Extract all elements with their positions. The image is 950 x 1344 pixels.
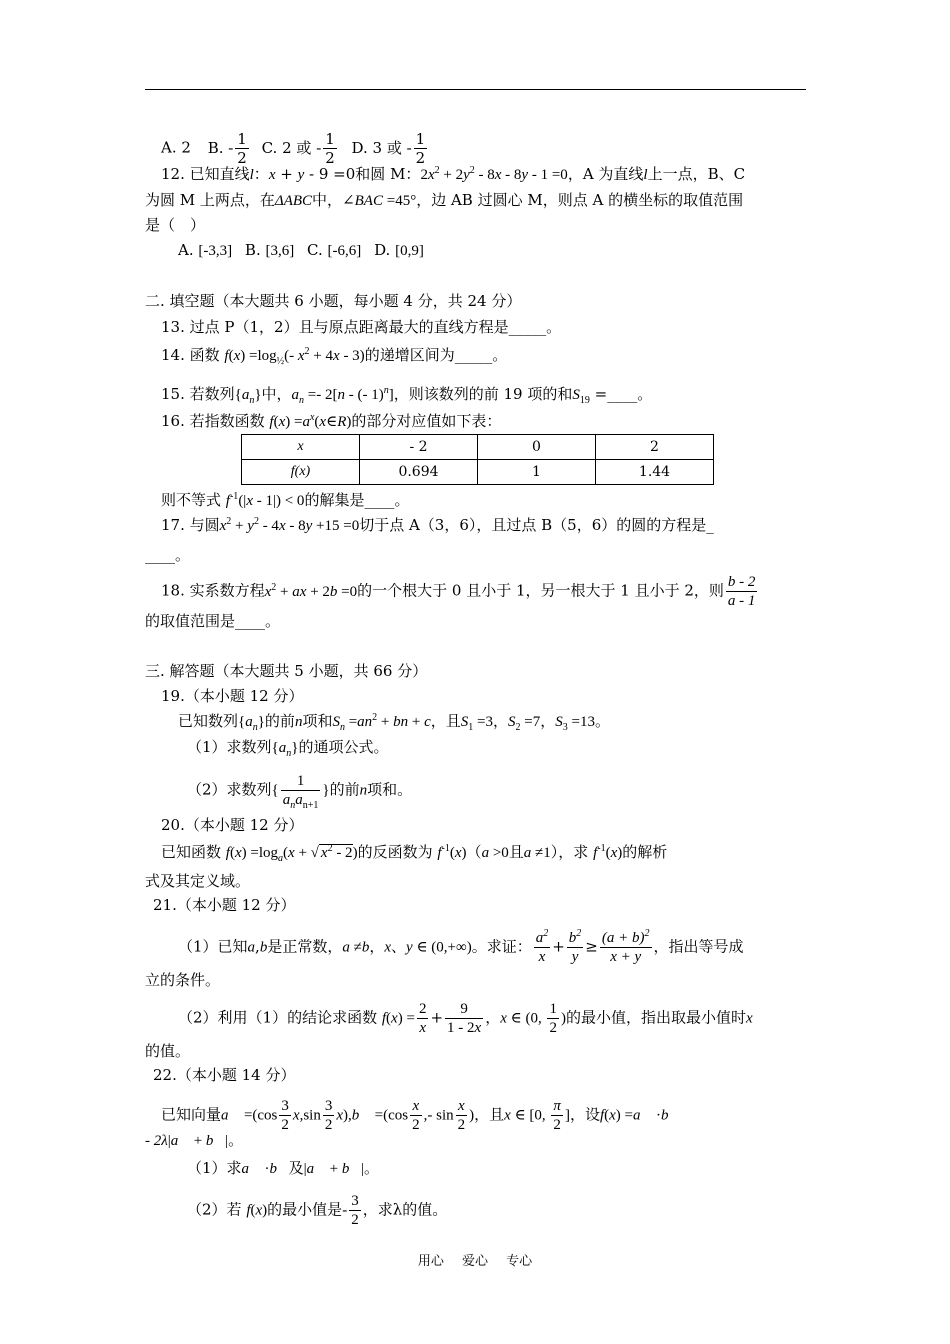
q20-title: 20.（本小题 12 分） <box>161 816 304 834</box>
q21-part2-cont: 的值。 <box>145 1042 191 1060</box>
section-3-heading: 三. 解答题（本大题共 5 小题，共 66 分） <box>145 662 428 680</box>
q22-part1: （1）求a⃗ ·b⃗及|a⃗ + b⃗|。 <box>187 1159 380 1177</box>
q19-part1: （1）求数列$\{a_n\}$的通项公式。 <box>187 738 389 759</box>
q21-part1-cont: 立的条件。 <box>145 971 221 989</box>
section-2-heading: 二. 填空题（本大题共 6 小题，每小题 4 分，共 24 分） <box>145 292 522 310</box>
q17: 17. 与圆$x^2 + y^2 - 4x - 8y +15 =0$切于点 A（3，6），且过点 B（5，6）的圆的方程是_ <box>161 516 714 534</box>
q12-line1: 12. 已知直线l：x + y - 9 =0和圆 M：$2x^2 + 2y^2 - 8x - 8y - 1 =0$，A 为直线l上一点，B、C <box>161 165 746 183</box>
table-row: x - 2 0 2 <box>242 435 714 460</box>
q12-options: A. [-3,3] B. [3,6] C. [-6,6] D. [0,9] <box>178 241 424 259</box>
q11-option-a: A. 2 <box>161 138 191 157</box>
q12-line2: 为圆 M 上两点，在ΔABC中，∠BAC =45°，边 AB 过圆心 M，则点 A 的横坐标的取值范围 <box>145 191 744 209</box>
q11-option-b: B. <box>207 138 224 157</box>
q19-stem: 已知数列$\{a_n\}$的前n项和$S_n =an^2$ + bn + c，且$S_1 =3$，$S_2 =7$，$S_3 =13$。 <box>178 712 610 733</box>
table-row: f(x) 0.694 1 1.44 <box>242 460 714 485</box>
page-footer: 用心 爱心 专心 <box>417 1254 533 1269</box>
q12-line3: 是（ ） <box>145 216 206 234</box>
q22-stem: 已知向量a⃗ =(cos $\frac{3}{2}$ x,sin $\frac{3}{2}$ x),b⃗ =(cos $\frac{x}{2}$ ,- sin $\frac{x}{2}$ )，且x ∈ [0, $\frac{\pi}{2}$ ]，设f(x) =a⃗ ·b⃗ <box>161 1098 681 1133</box>
value-table <box>241 434 714 485</box>
q18-cont: 的取值范围是____。 <box>145 612 281 630</box>
q22-stem-cont: - 2λ|a⃗ + b⃗|。 <box>145 1133 244 1149</box>
q14: 14. 函数 $f(x) =\log_{\frac{1}{2}}(-$ $x^2 + 4x - 3$)的递增区间为_____。 <box>161 346 508 367</box>
q19-part2: （2）求数列{ $\frac{1}{a_na_{n+1}}$ }的前n项和。 <box>187 773 413 811</box>
q22-title: 22.（本小题 14 分） <box>153 1066 296 1084</box>
q21-part2: （2）利用（1）的结论求函数 f(x) = $\frac{2}{x}$ + $\frac{9}{1 - 2x}$ ，x ∈ (0, $\frac{1}{2}$ )的最小值，指出取最小值时x <box>178 1001 753 1036</box>
q11-options: A. 2 B. - $\frac{1}{2}$ C. 2 或 - $\frac{1}{2}$ D. 3 或 - $\frac{1}{2}$ <box>161 130 426 167</box>
q17-cont: ____。 <box>145 546 191 564</box>
q22-part2: （2）若 f(x)的最小值是- $\frac{3}{2}$ ，求λ的值。 <box>187 1193 448 1228</box>
header-rule <box>145 89 806 90</box>
q18: 18. 实系数方程$x^2$ + ax + 2b =0的一个根大于 0 且小于 1，另一根大于 1 且小于 2，则 $\frac{b - 2}{a - 1}$ <box>161 574 756 609</box>
q19-title: 19.（本小题 12 分） <box>161 687 304 705</box>
q20-cont: 式及其定义域。 <box>145 872 251 890</box>
q20-stem: 已知函数 $f(x) =\log_a(x$ + √ $x^2 - 2$)的反函数为 $f^{-1}(x)(a >0$且a ≠1），求 $f^{-1}(x)$的解析 <box>161 843 668 864</box>
q21-part1: （1）已知a,b是正常数，a ≠b，x、y ∈ (0,+∞)。求证： $\frac{a^2}{x}$ + $\frac{b^2}{y}$ ≥ $\frac{(a + b)^2}{x + y}$ ，指出等号成 <box>178 928 744 965</box>
q11-option-c: C. 2 或 <box>261 138 312 157</box>
q15: 15. 若数列$\{a_n\}$中，$a_n =- 2[n$ - (- 1)$^n$]，则该数列的前 19 项的和$S_{19}$ =____。 <box>161 385 653 406</box>
q16: 16. 若指数函数 $f(x) =a^x(x\in R)$的部分对应值如下表： <box>161 412 502 430</box>
q11-option-d: D. 3 或 <box>351 138 402 157</box>
q16-inequality: 则不等式 $f^{-1}(|x - 1|) < 0$的解集是____。 <box>161 491 410 509</box>
q13: 13. 过点 P（1，2）且与原点距离最大的直线方程是_____。 <box>161 318 562 336</box>
q21-title: 21.（本小题 12 分） <box>153 896 296 914</box>
